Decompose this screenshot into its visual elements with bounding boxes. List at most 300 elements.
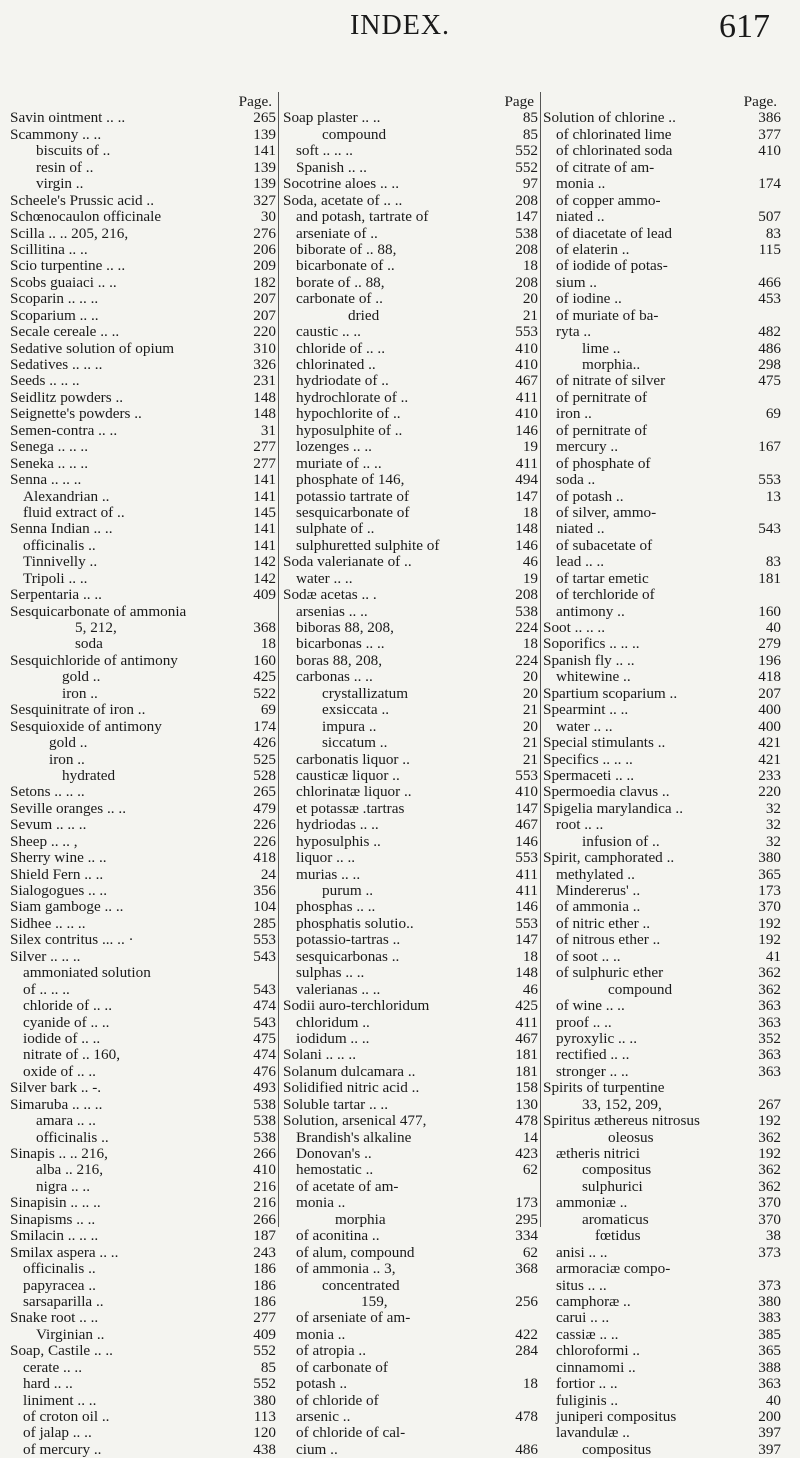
entry-page: 139: [253, 175, 276, 193]
entry-page: 453: [758, 290, 781, 308]
index-entry: [543, 390, 781, 406]
entry-term: Soap, Castile .. ..: [10, 1343, 113, 1360]
entry-page: 192: [758, 931, 781, 949]
index-entry: [543, 110, 781, 126]
entry-page: 397: [758, 1440, 781, 1458]
entry-page: 243: [253, 1243, 276, 1261]
entry-term: Solution, arsenical 477,: [283, 1113, 427, 1130]
index-entry: [10, 1409, 276, 1425]
index-entry: [543, 1113, 781, 1129]
entry-page: 370: [758, 1194, 781, 1212]
entry-page: 19: [522, 569, 538, 587]
entry-page: 365: [758, 865, 781, 883]
entry-page: 478: [515, 1112, 538, 1130]
entry-term: Socotrine aloes .. ..: [283, 176, 399, 193]
entry-term: officinalis ..: [36, 1129, 109, 1146]
entry-page: 525: [253, 750, 276, 768]
entry-page: 363: [758, 1062, 781, 1080]
entry-term: 159,: [361, 1293, 388, 1310]
index-entry: [10, 1278, 276, 1294]
index-entry: [543, 867, 781, 883]
entry-page: 467: [515, 372, 538, 390]
index-entry: [10, 406, 276, 422]
index-entry: [10, 1195, 276, 1211]
entry-term: fuliginis ..: [556, 1392, 619, 1409]
index-entry: [283, 998, 538, 1014]
index-entry: [283, 702, 538, 718]
index-entry: [283, 571, 538, 587]
entry-term: of chlorinated soda: [556, 143, 673, 160]
entry-page: 538: [253, 1112, 276, 1130]
index-entry: [283, 817, 538, 833]
entry-page: 200: [758, 1408, 781, 1425]
index-entry: [10, 834, 276, 850]
entry-page: 167: [758, 438, 781, 456]
entry-term: Specifics .. .. ..: [543, 751, 633, 768]
entry-page: 363: [758, 1375, 781, 1393]
entry-term: Scoparium .. ..: [10, 307, 99, 324]
index-entry: [283, 587, 538, 603]
entry-page: 543: [253, 947, 276, 965]
entry-term: carui .. ..: [556, 1310, 610, 1327]
entry-page: 46: [522, 980, 538, 998]
index-entry: [283, 341, 538, 357]
index-entry: [283, 1327, 538, 1343]
entry-term: of acetate of am-: [296, 1178, 399, 1195]
entry-term: juniperi compositus: [556, 1409, 677, 1425]
entry-term: carbonatis liquor ..: [296, 751, 410, 768]
entry-term: of diacetate of lead: [556, 225, 672, 242]
entry-term: Sinapisms .. ..: [10, 1211, 96, 1228]
entry-page: 365: [758, 1342, 781, 1360]
index-entry: [543, 1212, 781, 1228]
entry-term: niated ..: [556, 209, 605, 226]
index-entry: [10, 1031, 276, 1047]
entry-page: 181: [515, 1046, 538, 1064]
entry-page: 31: [260, 421, 276, 439]
index-entry: [543, 308, 781, 324]
index-entry: [283, 127, 538, 143]
entry-term: hydriodas .. ..: [296, 817, 379, 834]
entry-term: fortior .. ..: [556, 1376, 618, 1393]
index-entry: [283, 1015, 538, 1031]
entry-page: 265: [253, 109, 276, 127]
index-entry: [10, 1130, 276, 1146]
entry-term: hydriodate of ..: [296, 373, 389, 390]
index-entry: [10, 1015, 276, 1031]
entry-term: Soporifics .. .. ..: [543, 636, 640, 653]
index-entry: [10, 867, 276, 883]
entry-page: 267: [758, 1095, 781, 1113]
entry-term: Snake root .. ..: [10, 1310, 99, 1327]
index-entry: [283, 489, 538, 505]
entry-term: water .. ..: [556, 718, 613, 735]
index-entry: [283, 1031, 538, 1047]
entry-page: 310: [253, 339, 276, 357]
entry-page: 370: [758, 1210, 781, 1228]
entry-term: crystallizatum: [322, 685, 409, 702]
entry-page: 38: [765, 1227, 781, 1245]
entry-term: situs .. ..: [556, 1277, 607, 1294]
entry-page: 192: [758, 1145, 781, 1162]
entry-term: Sidhee .. .. ..: [10, 915, 86, 932]
entry-page: 486: [515, 1440, 538, 1458]
entry-term: compositus: [582, 1162, 652, 1179]
entry-term: Senna .. .. ..: [10, 472, 82, 489]
entry-page: [534, 1179, 538, 1195]
entry-term: arsenic ..: [296, 1409, 351, 1425]
entry-page: 148: [253, 388, 276, 406]
entry-page: 18: [522, 1375, 538, 1393]
index-entry: [10, 1245, 276, 1261]
entry-page: [534, 1310, 538, 1326]
index-entry: [10, 127, 276, 143]
entry-term: Soap plaster .. ..: [283, 110, 381, 127]
index-entry: [283, 291, 538, 307]
entry-term: cerate .. ..: [23, 1359, 83, 1376]
entry-page: 356: [253, 882, 276, 899]
entry-term: chlorinated ..: [296, 357, 376, 373]
entry-page: 146: [515, 536, 538, 554]
index-entry: [283, 1228, 538, 1244]
index-entry: [283, 373, 538, 389]
entry-term: of .. .. ..: [23, 981, 70, 998]
entry-page: [777, 505, 781, 521]
entry-page: 148: [253, 405, 276, 423]
entry-page: 467: [515, 1029, 538, 1047]
entry-term: antimony ..: [556, 603, 625, 620]
page-column-header: Page: [504, 93, 534, 110]
index-entry: [543, 834, 781, 850]
entry-page: 85: [522, 109, 538, 127]
index-entry: [10, 1343, 276, 1359]
entry-term: hypochlorite of ..: [296, 406, 401, 423]
index-entry: [10, 1393, 276, 1409]
entry-term: cinnamomi ..: [556, 1359, 636, 1376]
index-entry: [10, 341, 276, 357]
entry-page: 368: [253, 619, 276, 636]
entry-term: Shield Fern .. ..: [10, 866, 104, 883]
entry-term: soda ..: [556, 472, 596, 489]
entry-page: 385: [758, 1325, 781, 1343]
entry-term: Smilax aspera .. ..: [10, 1244, 119, 1261]
entry-page: 220: [758, 783, 781, 801]
entry-term: of elaterin ..: [556, 241, 630, 258]
entry-page: 377: [758, 125, 781, 143]
entry-term: of potash ..: [556, 488, 624, 505]
entry-term: camphoræ ..: [556, 1293, 631, 1310]
index-entry: [543, 735, 781, 751]
entry-term: fœtidus: [595, 1228, 641, 1245]
entry-page: 383: [758, 1309, 781, 1327]
entry-page: [534, 1425, 538, 1441]
entry-page: 476: [253, 1062, 276, 1080]
index-entry: [543, 538, 781, 554]
index-entry: [283, 110, 538, 126]
entry-page: 552: [253, 1375, 276, 1393]
entry-term: Sedative solution of opium: [10, 340, 175, 357]
entry-page: 173: [515, 1194, 538, 1212]
entry-page: 97: [522, 175, 538, 193]
entry-term: of croton oil ..: [23, 1409, 110, 1425]
entry-page: 216: [253, 1177, 276, 1195]
index-entry: [10, 686, 276, 702]
index-entry: [10, 932, 276, 948]
entry-term: proof .. ..: [556, 1014, 612, 1031]
entry-term: of aconitina ..: [296, 1228, 380, 1245]
entry-term: hyposulphite of ..: [296, 422, 403, 439]
entry-page: 21: [522, 306, 538, 324]
entry-page: 410: [253, 1161, 276, 1179]
index-entry: [283, 357, 538, 373]
index-entry: [10, 817, 276, 833]
entry-term: Schœnocaulon officinale: [10, 209, 162, 226]
index-entry: [283, 1195, 538, 1211]
entry-term: Sesquinitrate of iron ..: [10, 702, 146, 719]
entry-term: bicarbonate of ..: [296, 258, 395, 275]
index-entry: [10, 1097, 276, 1113]
entry-term: nitrate of .. 160,: [23, 1047, 121, 1064]
entry-page: 327: [253, 191, 276, 209]
index-entry: [543, 357, 781, 373]
index-column-2: [283, 94, 538, 1458]
entry-page: 388: [758, 1358, 781, 1376]
entry-page: 147: [515, 208, 538, 226]
entry-page: 362: [758, 1161, 781, 1179]
index-entry: [543, 1064, 781, 1080]
entry-term: sulphurici: [582, 1178, 643, 1195]
entry-page: 277: [253, 1309, 276, 1327]
entry-page: 553: [515, 323, 538, 341]
entry-page: 425: [515, 997, 538, 1015]
entry-page: 220: [253, 323, 276, 341]
entry-term: Spanish fly .. ..: [543, 652, 635, 669]
index-entry: [10, 883, 276, 899]
entry-term: cium ..: [296, 1441, 338, 1458]
entry-term: of silver, ammo-: [556, 504, 657, 521]
index-entry: [283, 867, 538, 883]
index-entry: [283, 784, 538, 800]
entry-term: Special stimulants ..: [543, 735, 666, 752]
index-entry: [10, 308, 276, 324]
index-entry: [10, 719, 276, 735]
index-entry: [543, 341, 781, 357]
entry-page: 85: [522, 125, 538, 143]
entry-page: 386: [758, 109, 781, 127]
index-entry: [10, 1113, 276, 1129]
entry-term: of soot .. ..: [556, 948, 621, 965]
entry-term: biscuits of ..: [36, 143, 111, 160]
index-entry: [283, 1146, 538, 1162]
entry-term: Soluble tartar .. ..: [283, 1096, 389, 1113]
entry-page: 20: [522, 290, 538, 308]
entry-term: of nitric ether ..: [556, 915, 651, 932]
index-entry: [10, 752, 276, 768]
page-header: [0, 8, 800, 68]
entry-page: 83: [765, 224, 781, 242]
entry-term: resin of ..: [36, 159, 94, 176]
entry-page: 326: [253, 356, 276, 373]
entry-term: carbonas .. ..: [296, 669, 373, 686]
entry-term: of pernitrate of: [556, 389, 648, 406]
entry-term: Tinnivelly ..: [23, 554, 98, 571]
entry-term: potassio-tartras ..: [296, 932, 401, 949]
index-entry: [543, 686, 781, 702]
entry-page: 266: [253, 1145, 276, 1162]
entry-term: phosphatis solutio..: [296, 915, 414, 932]
entry-term: stronger .. ..: [556, 1063, 629, 1080]
entry-page: 553: [515, 849, 538, 867]
entry-term: soda: [75, 636, 103, 653]
index-entry: [283, 1343, 538, 1359]
index-entry: [283, 1425, 538, 1441]
entry-page: 553: [758, 471, 781, 489]
entry-term: 33, 152, 209,: [582, 1096, 662, 1113]
entry-term: compositus: [582, 1441, 652, 1458]
entry-page: 553: [253, 931, 276, 949]
entry-term: Siam gamboge .. ..: [10, 899, 124, 916]
entry-page: 85: [260, 1358, 276, 1376]
entry-page: 208: [515, 586, 538, 604]
entry-page: 418: [758, 668, 781, 686]
entry-page: 46: [522, 553, 538, 571]
entry-term: Seneka .. .. ..: [10, 455, 89, 472]
entry-term: biboras 88, 208,: [296, 620, 394, 636]
entry-term: Scilla .. .. 205, 216,: [10, 225, 129, 242]
entry-page: 543: [253, 1013, 276, 1031]
entry-page: 423: [515, 1145, 538, 1162]
index-entry: [543, 1080, 781, 1096]
index-entry: [10, 456, 276, 472]
index-entry: [283, 1310, 538, 1326]
entry-page: 538: [253, 1128, 276, 1146]
index-entry: [543, 1360, 781, 1376]
entry-page: 32: [765, 799, 781, 817]
index-entry: [543, 258, 781, 274]
index-entry: [543, 1294, 781, 1310]
index-entry: [283, 324, 538, 340]
index-entry: [283, 686, 538, 702]
entry-page: 494: [515, 471, 538, 489]
index-entry: [543, 127, 781, 143]
entry-term: hard .. ..: [23, 1376, 73, 1393]
index-entry: [283, 719, 538, 735]
entry-page: 104: [253, 898, 276, 916]
entry-term: sium ..: [556, 274, 597, 291]
entry-page: 373: [758, 1243, 781, 1261]
entry-page: 69: [765, 405, 781, 423]
entry-term: of nitrate of silver: [556, 373, 666, 390]
entry-term: borate of .. 88,: [296, 274, 385, 291]
entry-page: [534, 1393, 538, 1409]
entry-term: cassiæ .. ..: [556, 1326, 619, 1343]
entry-term: Spirits of turpentine: [543, 1080, 665, 1097]
entry-page: 146: [515, 832, 538, 850]
index-entry: [283, 949, 538, 965]
entry-term: sesquicarbonate of: [296, 504, 410, 521]
entry-page: 174: [758, 175, 781, 193]
index-entry: [283, 965, 538, 981]
entry-page: 411: [515, 454, 538, 472]
entry-page: 141: [253, 536, 276, 554]
entry-term: infusion of ..: [582, 833, 660, 850]
index-entry: [543, 998, 781, 1014]
entry-term: of mercury ..: [23, 1441, 102, 1458]
index-entry: [543, 1425, 781, 1441]
entry-page: 208: [515, 240, 538, 258]
index-entry: [283, 636, 538, 652]
entry-term: exsiccata ..: [322, 702, 390, 719]
entry-page: 279: [758, 635, 781, 653]
index-entry: [10, 1376, 276, 1392]
index-entry: [10, 982, 276, 998]
entry-term: Setons .. .. ..: [10, 784, 85, 801]
entry-term: chlorinatæ liquor ..: [296, 784, 412, 801]
entry-term: Spigelia marylandica ..: [543, 800, 684, 817]
entry-page: 130: [515, 1095, 538, 1113]
entry-term: iron ..: [556, 406, 592, 423]
index-entry: [543, 982, 781, 998]
entry-page: 69: [260, 701, 276, 719]
index-entry: [283, 1113, 538, 1129]
entry-page: 207: [758, 684, 781, 702]
entry-page: 147: [515, 799, 538, 817]
index-entry: [283, 1294, 538, 1310]
entry-page: 40: [765, 1391, 781, 1409]
entry-page: 266: [253, 1210, 276, 1228]
entry-page: 18: [522, 503, 538, 521]
index-entry: [10, 949, 276, 965]
entry-page: 410: [515, 339, 538, 357]
entry-term: Senna Indian .. ..: [10, 521, 113, 538]
index-entry: [543, 883, 781, 899]
index-entry: [283, 439, 538, 455]
entry-term: armoraciæ compo-: [556, 1261, 671, 1278]
entry-page: [777, 423, 781, 439]
index-entry: [543, 604, 781, 620]
entry-page: 418: [253, 849, 276, 867]
entry-page: 522: [253, 684, 276, 702]
index-entry: [10, 373, 276, 389]
entry-term: monia ..: [296, 1326, 346, 1343]
entry-term: Smilacin .. .. ..: [10, 1228, 99, 1245]
entry-term: monia ..: [296, 1195, 346, 1212]
index-entry: [283, 258, 538, 274]
index-entry: [283, 1179, 538, 1195]
index-entry: [283, 1409, 538, 1425]
entry-page: 19: [522, 438, 538, 456]
entry-term: Scobs guaiaci .. ..: [10, 274, 117, 291]
index-entry: [10, 1228, 276, 1244]
index-entry: [10, 505, 276, 521]
entry-term: muriate of .. ..: [296, 455, 382, 472]
entry-page: 421: [758, 734, 781, 752]
entry-term: lozenges .. ..: [296, 439, 372, 456]
index-entry: [283, 850, 538, 866]
index-entry: [10, 965, 276, 981]
entry-page: 173: [758, 882, 781, 899]
entry-term: niated ..: [556, 521, 605, 538]
entry-page: [777, 193, 781, 209]
entry-page: 208: [515, 273, 538, 291]
index-entry: [543, 209, 781, 225]
entry-term: Spermoedia clavus ..: [543, 784, 670, 801]
index-entry: [10, 1294, 276, 1310]
index-entry: [283, 768, 538, 784]
entry-page: 146: [515, 898, 538, 916]
index-entry: [283, 193, 538, 209]
entry-page: 21: [522, 701, 538, 719]
